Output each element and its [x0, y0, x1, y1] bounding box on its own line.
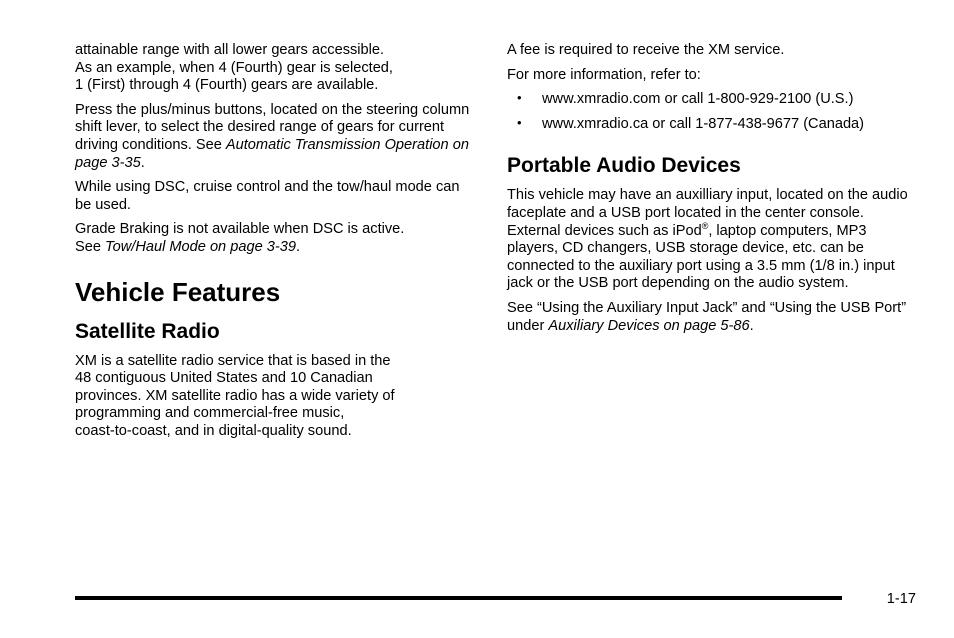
- text-run: , laptop computers, MP3 players, CD changers, USB storage device, etc. can be connected to the auxiliary port using a 3.5 mm (1/8 in.) input jack or the USB port depending on the audio system.: [507, 222, 895, 292]
- paragraph-plus-minus: [75, 102, 473, 172]
- section-heading-vehicle-features: Vehicle Features: [75, 276, 281, 307]
- right-column: [507, 42, 912, 342]
- text-line: 1 (First) through 4 (Fourth) gears are available.: [75, 77, 379, 94]
- subsection-heading-satellite-radio: Satellite Radio: [75, 319, 220, 343]
- footer-rule: [75, 596, 842, 600]
- text-line: provinces. XM satellite radio has a wide variety of: [75, 387, 395, 404]
- text-line: XM is a satellite radio service that is based in the: [75, 352, 391, 369]
- paragraph-more-info: For more information, refer to:: [507, 66, 701, 83]
- paragraph-xm-fee: A fee is required to receive the XM service.: [507, 42, 785, 58]
- text-run: See “Using the Auxiliary Input Jack” and “Using the USB Port” under: [507, 299, 907, 334]
- text-run: Press the plus/minus buttons, located on the steering column shift lever, to select the desired range of gears for current driving conditions. See: [75, 101, 470, 153]
- list-item-text: www.xmradio.ca or call 1-877-438-9677 (Canada): [542, 115, 865, 132]
- paragraph-xm-description: [75, 353, 473, 441]
- text-run: .: [140, 154, 145, 171]
- list-item: [507, 116, 912, 134]
- text-line: programming and commercial-free music,: [75, 405, 345, 422]
- paragraph-auxiliary-input: [507, 187, 912, 293]
- list-item-text: www.xmradio.com or call 1-800-929-2100 (U.S.): [542, 91, 854, 108]
- text-line: As an example, when 4 (Fourth) gear is selected,: [75, 59, 393, 76]
- paragraph-gear-range: [75, 42, 473, 95]
- list-item: [507, 91, 912, 109]
- reference-list: [507, 91, 912, 133]
- text-line: coast-to-coast, and in digital-quality sound.: [75, 422, 352, 439]
- text-run: See: [75, 238, 106, 255]
- registered-mark: ®: [701, 220, 709, 231]
- subsection-heading-portable-audio: Portable Audio Devices: [507, 154, 741, 178]
- paragraph-dsc-cruise: While using DSC, cruise control and the tow/haul mode can be used.: [75, 179, 460, 213]
- left-column: [75, 42, 473, 448]
- text-line: Grade Braking is not available when DSC is active.: [75, 221, 405, 238]
- cross-reference: Automatic Transmission Operation on page 3-35: [75, 136, 469, 171]
- text-line: attainable range with all lower gears accessible.: [75, 42, 385, 58]
- paragraph-grade-braking: [75, 221, 473, 256]
- text-line: 48 contiguous United States and 10 Canadian: [75, 370, 373, 387]
- page-number: 1-17: [886, 591, 916, 607]
- text-run: This vehicle may have an auxilliary input, located on the audio faceplate and a USB port located in the center console. External devices such as iPod: [507, 187, 908, 239]
- bullet-icon: •: [517, 90, 522, 106]
- cross-reference: Auxiliary Devices on page 5-86: [548, 317, 750, 334]
- text-run: .: [749, 317, 754, 334]
- paragraph-see-auxiliary: [507, 300, 912, 335]
- text-run: .: [295, 238, 301, 255]
- cross-reference: Tow/Haul Mode on page 3-39: [105, 238, 296, 255]
- bullet-icon: •: [517, 114, 522, 130]
